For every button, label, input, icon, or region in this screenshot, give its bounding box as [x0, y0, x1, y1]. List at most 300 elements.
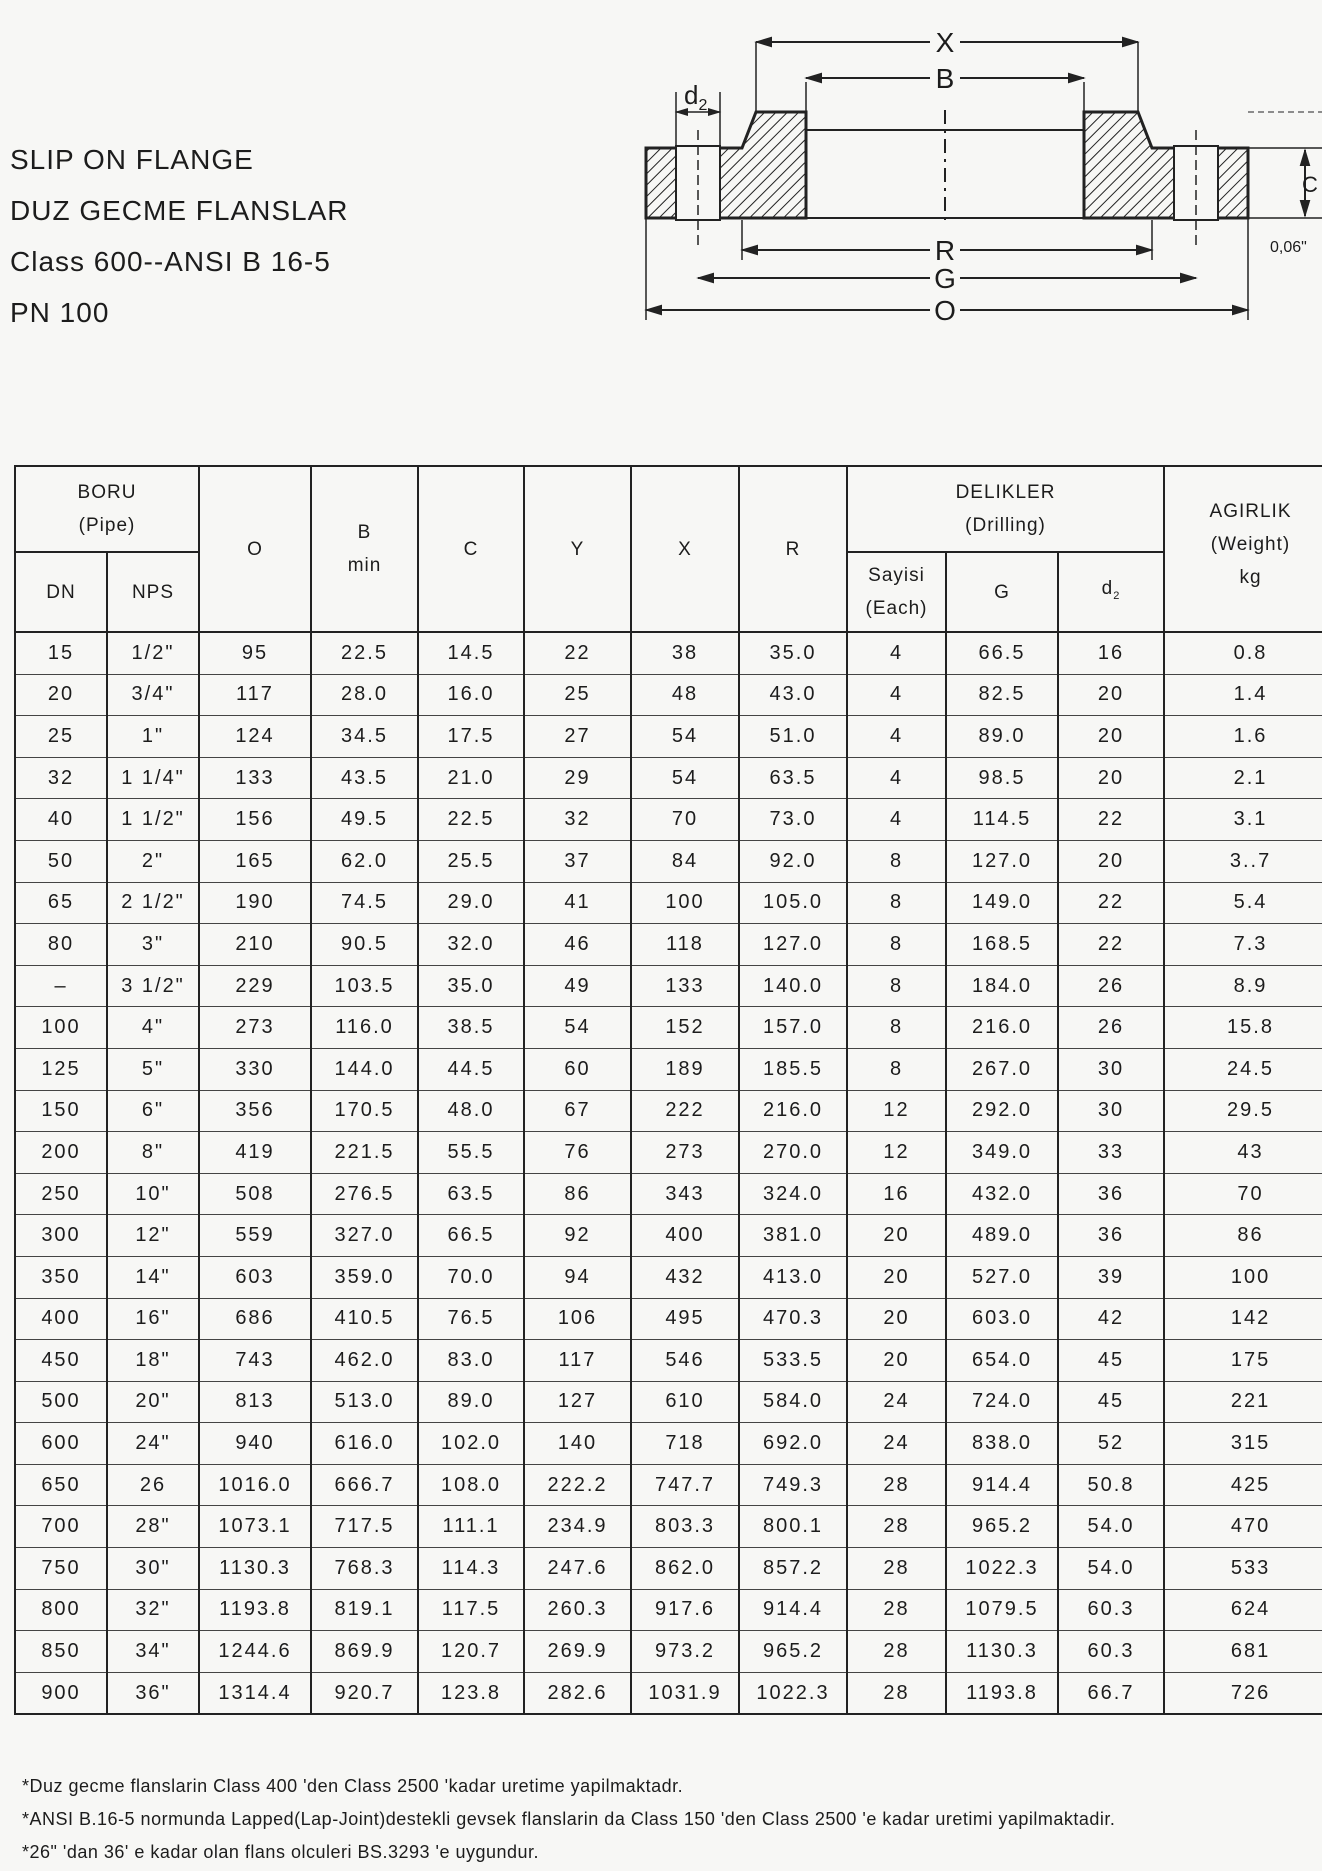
cell-g: 349.0	[946, 1132, 1058, 1174]
cell-r: 63.5	[739, 757, 847, 799]
cell-weight: 142	[1164, 1298, 1322, 1340]
cell-b: 513.0	[311, 1381, 418, 1423]
cell-d2: 33	[1058, 1132, 1164, 1174]
cell-r: 157.0	[739, 1007, 847, 1049]
cell-o: 330	[199, 1048, 311, 1090]
cell-c: 117.5	[418, 1589, 524, 1631]
cell-sayisi: 8	[847, 1048, 946, 1090]
cell-d2: 60.3	[1058, 1589, 1164, 1631]
cell-sayisi: 8	[847, 840, 946, 882]
cell-nps: 10"	[107, 1173, 199, 1215]
cell-weight: 1.6	[1164, 716, 1322, 758]
cell-d2: 45	[1058, 1340, 1164, 1382]
flange-right-half	[1084, 112, 1248, 218]
cell-c: 102.0	[418, 1423, 524, 1465]
cell-dn: 750	[15, 1548, 107, 1590]
cell-nps: 3"	[107, 924, 199, 966]
table-row	[15, 716, 1322, 758]
cell-nps: 36"	[107, 1672, 199, 1714]
cell-nps: 6"	[107, 1090, 199, 1132]
cell-d2: 50.8	[1058, 1464, 1164, 1506]
cell-y: 94	[524, 1256, 631, 1298]
cell-c: 22.5	[418, 799, 524, 841]
cell-x: 38	[631, 632, 739, 674]
header-agirlik: AGIRLIK (Weight) kg	[1164, 466, 1322, 632]
cell-b: 920.7	[311, 1672, 418, 1714]
cell-weight: 1.4	[1164, 674, 1322, 716]
cell-y: 46	[524, 924, 631, 966]
cell-o: 229	[199, 965, 311, 1007]
dim-d2-label: d	[684, 80, 699, 110]
cell-c: 17.5	[418, 716, 524, 758]
table-row	[15, 924, 1322, 966]
cell-nps: 4"	[107, 1007, 199, 1049]
table-row	[15, 1215, 1322, 1257]
cell-nps: 1/2"	[107, 632, 199, 674]
cell-g: 724.0	[946, 1381, 1058, 1423]
cell-r: 216.0	[739, 1090, 847, 1132]
cell-r: 51.0	[739, 716, 847, 758]
cell-r: 35.0	[739, 632, 847, 674]
table-row	[15, 840, 1322, 882]
cell-y: 32	[524, 799, 631, 841]
cell-c: 32.0	[418, 924, 524, 966]
header-g: G	[946, 552, 1058, 632]
table-row	[15, 757, 1322, 799]
cell-y: 25	[524, 674, 631, 716]
cell-weight: 3.1	[1164, 799, 1322, 841]
cell-nps: 8"	[107, 1132, 199, 1174]
cell-o: 940	[199, 1423, 311, 1465]
table-body	[15, 632, 1322, 1714]
footnotes	[22, 1770, 1115, 1869]
cell-g: 654.0	[946, 1340, 1058, 1382]
cell-nps: 28"	[107, 1506, 199, 1548]
cell-d2: 20	[1058, 757, 1164, 799]
table-row	[15, 1423, 1322, 1465]
cell-y: 27	[524, 716, 631, 758]
cell-x: 917.6	[631, 1589, 739, 1631]
header-o: O	[199, 466, 311, 632]
cell-x: 546	[631, 1340, 739, 1382]
cell-b: 869.9	[311, 1631, 418, 1673]
cell-dn: 500	[15, 1381, 107, 1423]
cell-nps: 1"	[107, 716, 199, 758]
cell-y: 222.2	[524, 1464, 631, 1506]
cell-r: 43.0	[739, 674, 847, 716]
cell-y: 269.9	[524, 1631, 631, 1673]
cell-o: 95	[199, 632, 311, 674]
cell-dn: 100	[15, 1007, 107, 1049]
cell-b: 62.0	[311, 840, 418, 882]
cell-r: 185.5	[739, 1048, 847, 1090]
cell-sayisi: 12	[847, 1132, 946, 1174]
cell-b: 103.5	[311, 965, 418, 1007]
cell-nps: 2"	[107, 840, 199, 882]
cell-o: 124	[199, 716, 311, 758]
cell-nps: 14"	[107, 1256, 199, 1298]
dim-g-label: G	[934, 263, 956, 294]
cell-c: 108.0	[418, 1464, 524, 1506]
cell-x: 54	[631, 716, 739, 758]
table-row	[15, 1007, 1322, 1049]
cell-sayisi: 8	[847, 882, 946, 924]
cell-dn: 600	[15, 1423, 107, 1465]
cell-r: 105.0	[739, 882, 847, 924]
cell-dn: 150	[15, 1090, 107, 1132]
svg-text:d2	[684, 80, 707, 114]
cell-nps: 1 1/2"	[107, 799, 199, 841]
cell-sayisi: 28	[847, 1631, 946, 1673]
cell-sayisi: 28	[847, 1506, 946, 1548]
cell-d2: 22	[1058, 924, 1164, 966]
cell-g: 838.0	[946, 1423, 1058, 1465]
cell-g: 1079.5	[946, 1589, 1058, 1631]
cell-dn: 25	[15, 716, 107, 758]
cell-weight: 470	[1164, 1506, 1322, 1548]
cell-y: 37	[524, 840, 631, 882]
cell-dn: 80	[15, 924, 107, 966]
cell-weight: 533	[1164, 1548, 1322, 1590]
cell-g: 98.5	[946, 757, 1058, 799]
cell-b: 28.0	[311, 674, 418, 716]
cell-y: 140	[524, 1423, 631, 1465]
cell-x: 222	[631, 1090, 739, 1132]
dim-b-label: B	[935, 63, 955, 94]
cell-weight: 70	[1164, 1173, 1322, 1215]
cell-o: 1314.4	[199, 1672, 311, 1714]
cell-b: 666.7	[311, 1464, 418, 1506]
header-delikler: DELIKLER (Drilling)	[847, 466, 1164, 552]
cell-d2: 60.3	[1058, 1631, 1164, 1673]
cell-dn: 800	[15, 1589, 107, 1631]
cell-c: 70.0	[418, 1256, 524, 1298]
cell-x: 803.3	[631, 1506, 739, 1548]
cell-y: 127	[524, 1381, 631, 1423]
cell-o: 686	[199, 1298, 311, 1340]
cell-b: 90.5	[311, 924, 418, 966]
cell-o: 165	[199, 840, 311, 882]
cell-c: 76.5	[418, 1298, 524, 1340]
cell-b: 43.5	[311, 757, 418, 799]
cell-dn: 900	[15, 1672, 107, 1714]
dim-o-label: O	[934, 295, 956, 326]
header-d2: $d_2$	[1058, 552, 1164, 632]
header-c: C	[418, 466, 524, 632]
table-row	[15, 1132, 1322, 1174]
table-row	[15, 1631, 1322, 1673]
cell-d2: 20	[1058, 840, 1164, 882]
cell-x: 70	[631, 799, 739, 841]
cell-nps: 5"	[107, 1048, 199, 1090]
table-row	[15, 674, 1322, 716]
cell-d2: 54.0	[1058, 1548, 1164, 1590]
cell-c: 48.0	[418, 1090, 524, 1132]
cell-x: 189	[631, 1048, 739, 1090]
cell-b: 276.5	[311, 1173, 418, 1215]
cell-x: 152	[631, 1007, 739, 1049]
cell-x: 54	[631, 757, 739, 799]
cell-sayisi: 28	[847, 1548, 946, 1590]
cell-dn: 400	[15, 1298, 107, 1340]
cell-r: 92.0	[739, 840, 847, 882]
dim-offset-label: 0,06"	[1270, 239, 1307, 256]
table-row	[15, 882, 1322, 924]
cell-b: 116.0	[311, 1007, 418, 1049]
cell-d2: 30	[1058, 1048, 1164, 1090]
cell-b: 462.0	[311, 1340, 418, 1382]
cell-sayisi: 4	[847, 757, 946, 799]
cell-sayisi: 4	[847, 674, 946, 716]
cell-g: 292.0	[946, 1090, 1058, 1132]
cell-dn: 300	[15, 1215, 107, 1257]
cell-c: 35.0	[418, 965, 524, 1007]
cell-y: 49	[524, 965, 631, 1007]
cell-c: 123.8	[418, 1672, 524, 1714]
cell-b: 616.0	[311, 1423, 418, 1465]
cell-g: 127.0	[946, 840, 1058, 882]
cell-x: 718	[631, 1423, 739, 1465]
cell-g: 1022.3	[946, 1548, 1058, 1590]
cell-g: 527.0	[946, 1256, 1058, 1298]
header-b: B min	[311, 466, 418, 632]
cell-y: 29	[524, 757, 631, 799]
cell-b: 327.0	[311, 1215, 418, 1257]
cell-dn: 20	[15, 674, 107, 716]
footnote-2: *ANSI B.16-5 normunda Lapped(Lap-Joint)destekli gevsek flanslarin da Class 150 'den Class 2500 'e kadar uretimi yapilmaktadir.	[22, 1809, 1116, 1829]
cell-nps: 16"	[107, 1298, 199, 1340]
cell-o: 419	[199, 1132, 311, 1174]
cell-g: 489.0	[946, 1215, 1058, 1257]
cell-g: 168.5	[946, 924, 1058, 966]
cell-weight: 315	[1164, 1423, 1322, 1465]
cell-r: 127.0	[739, 924, 847, 966]
cell-nps: 30"	[107, 1548, 199, 1590]
table-row	[15, 1048, 1322, 1090]
cell-y: 92	[524, 1215, 631, 1257]
cell-c: 21.0	[418, 757, 524, 799]
cell-d2: 42	[1058, 1298, 1164, 1340]
cell-d2: 39	[1058, 1256, 1164, 1298]
cell-sayisi: 8	[847, 924, 946, 966]
cell-weight: 624	[1164, 1589, 1322, 1631]
cell-nps: 3 1/2"	[107, 965, 199, 1007]
dim-r-label: R	[934, 235, 956, 266]
cell-x: 100	[631, 882, 739, 924]
cell-x: 400	[631, 1215, 739, 1257]
cell-b: 34.5	[311, 716, 418, 758]
cell-g: 66.5	[946, 632, 1058, 674]
cell-sayisi: 28	[847, 1672, 946, 1714]
title-class: Class 600--ANSI B 16-5	[10, 246, 331, 277]
cell-o: 603	[199, 1256, 311, 1298]
header-sayisi: Sayisi (Each)	[847, 552, 946, 632]
header-x: X	[631, 466, 739, 632]
cell-sayisi: 12	[847, 1090, 946, 1132]
cell-y: 67	[524, 1090, 631, 1132]
cell-x: 118	[631, 924, 739, 966]
cell-o: 1244.6	[199, 1631, 311, 1673]
cell-nps: 18"	[107, 1340, 199, 1382]
cell-b: 22.5	[311, 632, 418, 674]
cell-d2: 66.7	[1058, 1672, 1164, 1714]
table-row	[15, 1464, 1322, 1506]
flange-left-half	[646, 112, 806, 218]
cell-o: 273	[199, 1007, 311, 1049]
cell-o: 133	[199, 757, 311, 799]
cell-c: 111.1	[418, 1506, 524, 1548]
cell-sayisi: 24	[847, 1423, 946, 1465]
cell-weight: 681	[1164, 1631, 1322, 1673]
cell-b: 717.5	[311, 1506, 418, 1548]
cell-sayisi: 28	[847, 1464, 946, 1506]
cell-c: 55.5	[418, 1132, 524, 1174]
cell-d2: 20	[1058, 716, 1164, 758]
cell-b: 819.1	[311, 1589, 418, 1631]
cell-sayisi: 20	[847, 1298, 946, 1340]
header-y: Y	[524, 466, 631, 632]
header-nps: NPS	[107, 552, 199, 632]
cell-c: 83.0	[418, 1340, 524, 1382]
cell-r: 857.2	[739, 1548, 847, 1590]
cell-weight: 100	[1164, 1256, 1322, 1298]
title-block	[10, 134, 349, 338]
cell-r: 584.0	[739, 1381, 847, 1423]
cell-g: 89.0	[946, 716, 1058, 758]
cell-x: 495	[631, 1298, 739, 1340]
cell-r: 140.0	[739, 965, 847, 1007]
cell-sayisi: 4	[847, 632, 946, 674]
table-row	[15, 799, 1322, 841]
cell-x: 1031.9	[631, 1672, 739, 1714]
cell-b: 410.5	[311, 1298, 418, 1340]
cell-r: 749.3	[739, 1464, 847, 1506]
cell-weight: 0.8	[1164, 632, 1322, 674]
table-row	[15, 1298, 1322, 1340]
cell-dn: 125	[15, 1048, 107, 1090]
cell-weight: 2.1	[1164, 757, 1322, 799]
cell-c: 16.0	[418, 674, 524, 716]
cell-c: 14.5	[418, 632, 524, 674]
cell-o: 1016.0	[199, 1464, 311, 1506]
cell-sayisi: 20	[847, 1215, 946, 1257]
cell-sayisi: 16	[847, 1173, 946, 1215]
cell-nps: 34"	[107, 1631, 199, 1673]
footnote-1: *Duz gecme flanslarin Class 400 'den Class 2500 'kadar uretime yapilmaktadr.	[22, 1776, 684, 1796]
cell-g: 184.0	[946, 965, 1058, 1007]
cell-nps: 32"	[107, 1589, 199, 1631]
cell-nps: 2 1/2"	[107, 882, 199, 924]
cell-c: 89.0	[418, 1381, 524, 1423]
cell-r: 73.0	[739, 799, 847, 841]
table-row	[15, 1340, 1322, 1382]
cell-nps: 24"	[107, 1423, 199, 1465]
cell-g: 216.0	[946, 1007, 1058, 1049]
title-pn: PN 100	[10, 297, 110, 328]
cell-r: 800.1	[739, 1506, 847, 1548]
cell-x: 432	[631, 1256, 739, 1298]
cell-o: 210	[199, 924, 311, 966]
cell-weight: 29.5	[1164, 1090, 1322, 1132]
cell-nps: 12"	[107, 1215, 199, 1257]
flange-dimensions-table	[14, 465, 1322, 1715]
cell-r: 1022.3	[739, 1672, 847, 1714]
dim-x-label: X	[935, 27, 955, 58]
cell-d2: 22	[1058, 882, 1164, 924]
cell-y: 260.3	[524, 1589, 631, 1631]
cell-o: 117	[199, 674, 311, 716]
table-row	[15, 632, 1322, 674]
cell-c: 29.0	[418, 882, 524, 924]
table-row	[15, 1256, 1322, 1298]
cell-o: 1193.8	[199, 1589, 311, 1631]
cell-dn: 15	[15, 632, 107, 674]
cell-g: 432.0	[946, 1173, 1058, 1215]
cell-y: 247.6	[524, 1548, 631, 1590]
cell-weight: 24.5	[1164, 1048, 1322, 1090]
cell-weight: 7.3	[1164, 924, 1322, 966]
cell-r: 470.3	[739, 1298, 847, 1340]
cell-dn: 650	[15, 1464, 107, 1506]
cell-o: 1073.1	[199, 1506, 311, 1548]
cell-c: 120.7	[418, 1631, 524, 1673]
cell-sayisi: 4	[847, 716, 946, 758]
cell-dn: 50	[15, 840, 107, 882]
cell-weight: 5.4	[1164, 882, 1322, 924]
cell-b: 221.5	[311, 1132, 418, 1174]
flange-cross-section-diagram	[630, 20, 1322, 340]
cell-d2: 36	[1058, 1173, 1164, 1215]
table-row	[15, 965, 1322, 1007]
cell-sayisi: 28	[847, 1589, 946, 1631]
cell-c: 44.5	[418, 1048, 524, 1090]
cell-x: 973.2	[631, 1631, 739, 1673]
cell-dn: 700	[15, 1506, 107, 1548]
cell-x: 133	[631, 965, 739, 1007]
cell-x: 48	[631, 674, 739, 716]
cell-o: 156	[199, 799, 311, 841]
cell-weight: 43	[1164, 1132, 1322, 1174]
table-row	[15, 1548, 1322, 1590]
cell-d2: 45	[1058, 1381, 1164, 1423]
cell-dn: 65	[15, 882, 107, 924]
cell-y: 282.6	[524, 1672, 631, 1714]
cell-o: 743	[199, 1340, 311, 1382]
cell-d2: 26	[1058, 1007, 1164, 1049]
cell-dn: 850	[15, 1631, 107, 1673]
cell-y: 41	[524, 882, 631, 924]
cell-x: 343	[631, 1173, 739, 1215]
cell-y: 60	[524, 1048, 631, 1090]
cell-nps: 3/4"	[107, 674, 199, 716]
dim-d2-subscript: 2	[698, 97, 708, 114]
header-boru: BORU (Pipe)	[15, 466, 199, 552]
cell-r: 381.0	[739, 1215, 847, 1257]
cell-sayisi: 20	[847, 1340, 946, 1382]
header-dn: DN	[15, 552, 107, 632]
cell-r: 270.0	[739, 1132, 847, 1174]
cell-d2: 30	[1058, 1090, 1164, 1132]
cell-c: 66.5	[418, 1215, 524, 1257]
cell-dn: 200	[15, 1132, 107, 1174]
cell-g: 1130.3	[946, 1631, 1058, 1673]
cell-sayisi: 8	[847, 965, 946, 1007]
cell-weight: 221	[1164, 1381, 1322, 1423]
cell-r: 533.5	[739, 1340, 847, 1382]
cell-weight: 8.9	[1164, 965, 1322, 1007]
cell-y: 234.9	[524, 1506, 631, 1548]
cell-o: 356	[199, 1090, 311, 1132]
